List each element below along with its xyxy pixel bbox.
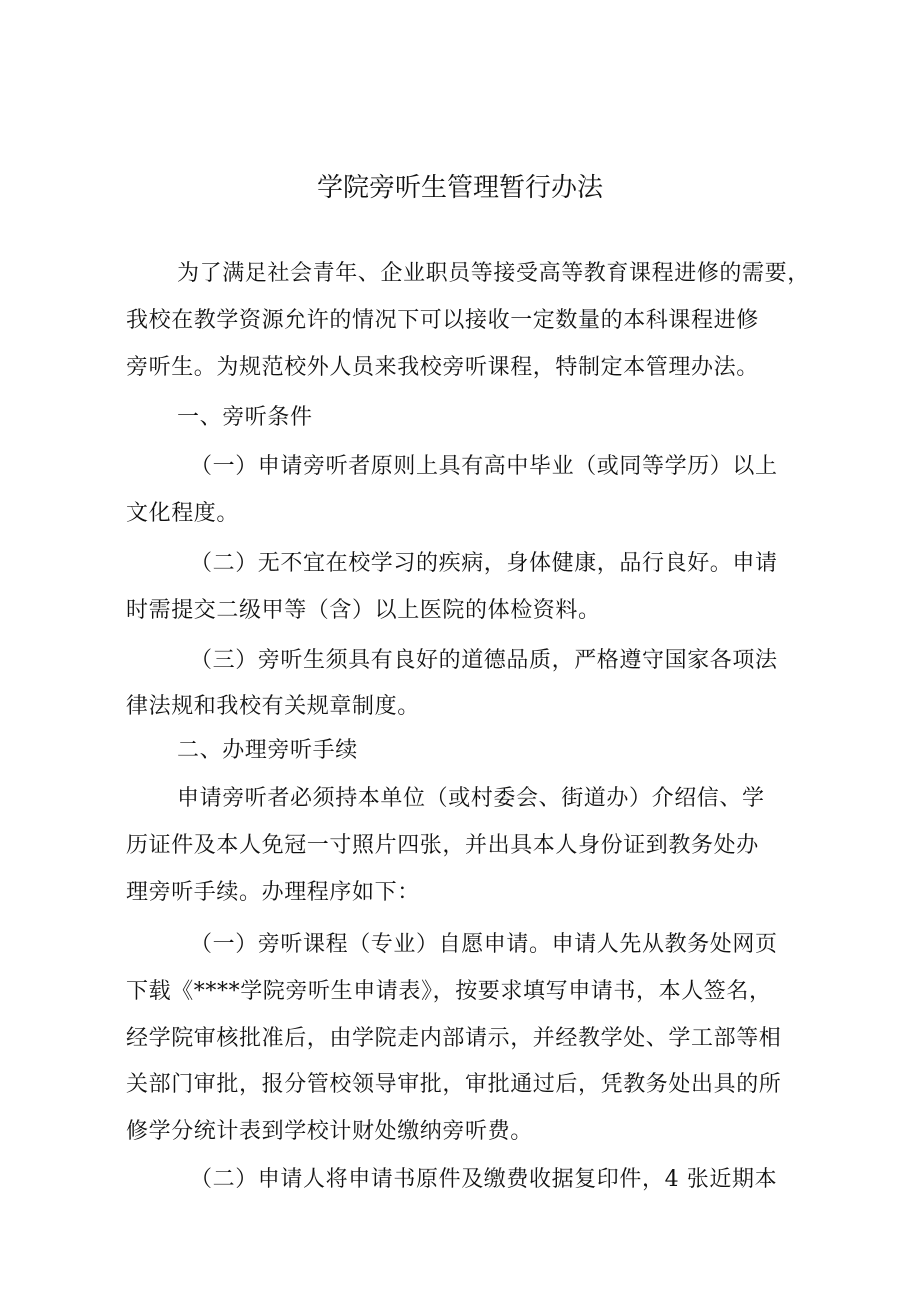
paragraph-line: 历证件及本人免冠一寸照片四张，并出具本人身份证到教务处办 [126,833,759,858]
paragraph-line: 关部门审批，报分管校领导审批，审批通过后，凭教务处出具的所 [126,1072,782,1097]
paragraph-line: （二）无不宜在校学习的疾病，身体健康，品行良好。申请 [190,551,778,576]
paragraph-line: 我校在教学资源允许的情况下可以接收一定数量的本科课程进修 [126,308,759,333]
paragraph-line: 理旁听手续。办理程序如下： [126,880,420,905]
paragraph-line: （三）旁听生须具有良好的道德品质，严格遵守国家各项法 [190,648,778,673]
paragraph-line: 申请旁听者必须持本单位（或村委会、街道办）介绍信、学 [177,786,765,811]
paragraph-line: 旁听生。为规范校外人员来我校旁听课程，特制定本管理办法。 [126,355,759,380]
section-heading: 二、办理旁听手续 [177,738,358,763]
paragraph-line: 为了满足社会青年、企业职员等接受高等教育课程进修的需要， [177,261,810,286]
paragraph-line: （一）旁听课程（专业）自愿申请。申请人先从教务处网页 [190,932,778,957]
paragraph-line: （一）申请旁听者原则上具有高中毕业（或同等学历）以上 [190,454,778,479]
paragraph-line: 修学分统计表到学校计财处缴纳旁听费。 [126,1119,533,1144]
paragraph-line: 文化程度。 [126,501,240,526]
paragraph-line: 律法规和我校有关规章制度。 [126,694,420,719]
paragraph-line: 时需提交二级甲等（含）以上医院的体检资料。 [126,598,601,623]
paragraph-line: 下载《****学院旁听生申请表》，按要求填写申请书，本人签名， [126,979,772,1004]
document-title: 学院旁听生管理暂行办法 [316,173,603,203]
paragraph-line: 经学院审核批准后，由学院走内部请示，并经教学处、学工部等相 [126,1026,782,1051]
section-heading: 一、旁听条件 [177,405,313,430]
paragraph-line: （二）申请人将申请书原件及缴费收据复印件，4 张近期本 [190,1167,778,1192]
